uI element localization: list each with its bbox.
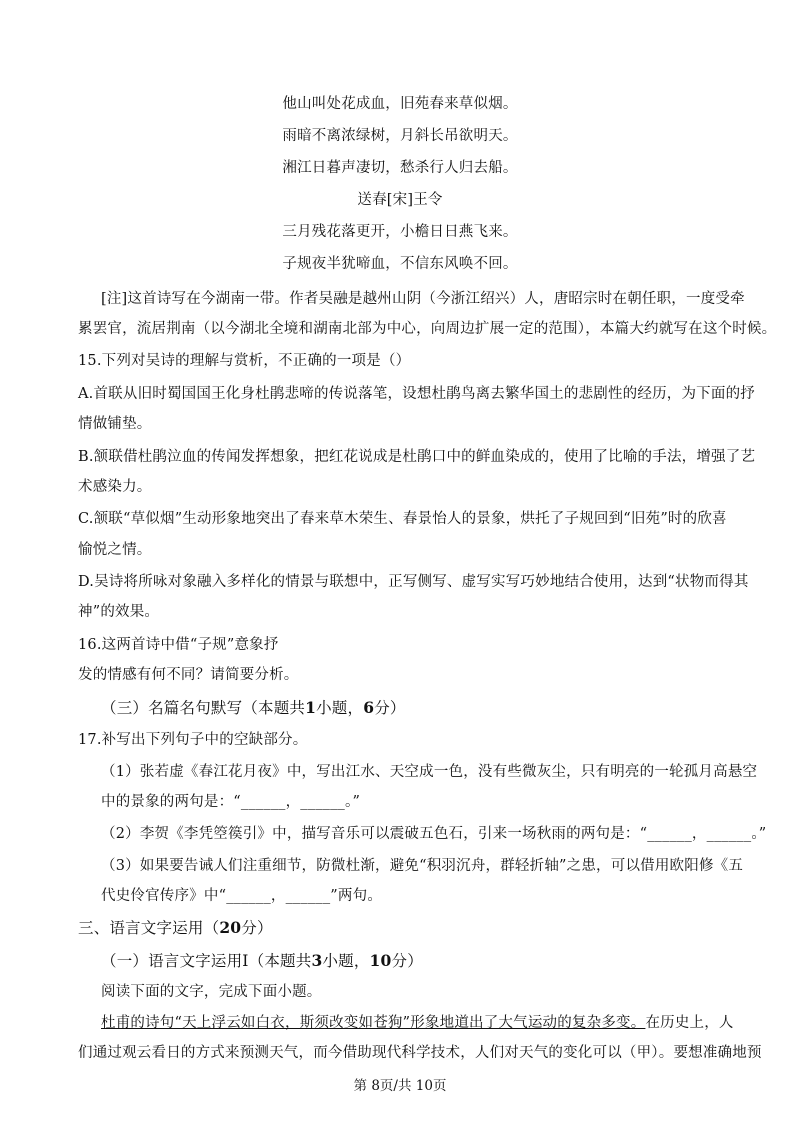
poem1-line-2: 雨暗不离浓绿树，月斜长吊欲明天。 — [282, 128, 518, 144]
reading-line-1-rest: 在历史上，人 — [645, 1015, 734, 1031]
page-footer: 第 8页/共 10页 — [353, 1078, 447, 1094]
section3-heading-mid: 小题， — [316, 699, 364, 717]
part3-heading — [78, 918, 273, 938]
q15-option-c-line-1: C.颔联“草似烟”生动形象地突出了春来草木荣生、春景怡人的景象，烘托了子规回到“旧苑”时的欣喜 — [78, 511, 727, 527]
poem1-line-3: 湘江日暮声凄切，愁杀行人归去船。 — [282, 160, 518, 176]
part3-sub1-heading-mid: 小题， — [322, 952, 370, 970]
part3-sub1-heading — [101, 951, 423, 971]
q15-option-b-line-1: B.颔联借杜鹃泣血的传闻发挥想象，把红花说成是杜鹃口中的鲜血染成的，使用了比喻的手法，增强了艺 — [78, 449, 756, 465]
part3-sub1-heading-score: 10 — [369, 951, 392, 970]
q15-option-c-line-2: 愉悦之情。 — [78, 542, 152, 558]
poem2-line-2: 子规夜半犹啼血，不信东风唤不回。 — [282, 256, 518, 272]
part3-heading-post: 分） — [241, 919, 273, 937]
poem2-title: 送春[宋]王令 — [357, 192, 443, 208]
section3-heading-score: 6 — [363, 698, 375, 717]
reading-line-2: 们通过观云看日的方式来预测天气，而今借助现代科学技术，人们对天气的变化可以（甲）。要想准确地预 — [78, 1045, 762, 1061]
part3-heading-score: 20 — [219, 918, 242, 937]
q16-line-1: 16.这两首诗中借“子规”意象抒 — [78, 637, 279, 653]
q15-option-a-line-1: A.首联从旧时蜀国国王化身杜鹃悲啼的传说落笔，设想杜鹃鸟离去繁华国土的悲剧性的经历，为下面的抒 — [78, 386, 755, 402]
reading-line-1 — [101, 1013, 734, 1033]
q15-stem: 15.下列对吴诗的理解与赏析，不正确的一项是（） — [78, 353, 411, 369]
note-line-1: [注]这首诗写在今湖南一带。作者吴融是越州山阴（今浙江绍兴）人，唐昭宗时在朝任职，一度受牵 — [101, 291, 745, 307]
section3-heading-num: 1 — [305, 698, 317, 717]
q15-option-b-line-2: 术感染力。 — [78, 479, 152, 495]
q15-option-a-line-2: 情做铺垫。 — [78, 416, 152, 432]
section3-heading-pre: （三）名篇名句默写（本题共 — [101, 699, 306, 717]
reading-intro: 阅读下面的文字，完成下面小题。 — [101, 984, 322, 1000]
poem2-line-1: 三月残花落更开，小檐日日燕飞来。 — [282, 224, 518, 240]
q17-item-2: （2）李贺《李凭箜篌引》中，描写音乐可以震破五色石，引来一场秋雨的两句是：“______，______。” — [101, 826, 767, 842]
q15-option-d-line-1: D.吴诗将所咏对象融入多样化的情景与联想中，正写侧写、虚写实写巧妙地结合使用，达到“状物而得其 — [78, 574, 749, 590]
q16-line-2: 发的情感有何不同？请简要分析。 — [78, 667, 299, 683]
q15-option-d-line-2: 神”的效果。 — [78, 604, 160, 620]
part3-sub1-heading-pre: （一）语言文字运用Ⅰ（本题共 — [101, 952, 312, 970]
q17-item-3-line-1: （3）如果要告诫人们注重细节，防微杜渐，避免“积羽沉舟，群轻折轴”之患，可以借用欧阳修《五 — [101, 858, 744, 874]
part3-sub1-heading-post: 分） — [391, 952, 423, 970]
reading-underlined-quote: 杜甫的诗句“天上浮云如白衣，斯须改变如苍狗”形象地道出了大气运动的复杂多变。 — [101, 1015, 646, 1031]
part3-sub1-heading-num: 3 — [311, 951, 323, 970]
q17-item-3-line-2: 代史伶官传序》中“______，______”两句。 — [101, 888, 383, 904]
q17-item-1-line-1: （1）张若虚《春江花月夜》中，写出江水、天空成一色，没有些微灰尘，只有明亮的一轮孤月高悬空 — [101, 764, 758, 780]
part3-heading-pre: 三、语言文字运用（ — [78, 919, 220, 937]
q17-item-1-line-2: 中的景象的两句是：“______，______。” — [101, 794, 361, 810]
section3-heading — [101, 698, 406, 718]
note-line-2: 累罢官，流居荆南（以今湖北全境和湖南北部为中心，向周边扩展一定的范围），本篇大约就写在这个时候。 — [78, 321, 777, 337]
section3-heading-post: 分） — [374, 699, 406, 717]
q17-stem: 17.补写出下列句子中的空缺部分。 — [78, 732, 308, 748]
poem1-line-1: 他山叫处花成血，旧苑春来草似烟。 — [282, 96, 518, 112]
